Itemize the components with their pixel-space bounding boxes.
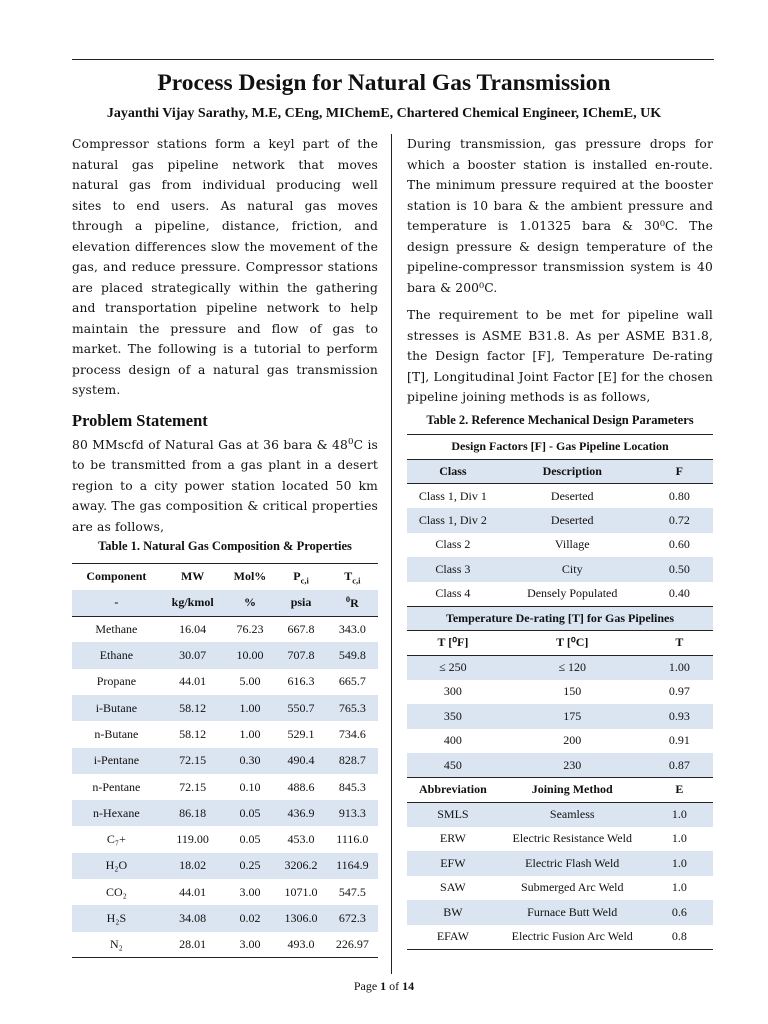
cell: 0.6 [671, 904, 687, 919]
cell: 72.15 [179, 753, 207, 768]
problem-text-2: C is to be transmitted from a gas plant in a desert region to a city power station located 50 km away. The gas composition & critical properties are as follows, [72, 437, 378, 534]
cell: 175 [563, 708, 582, 723]
cell: 0.30 [239, 753, 261, 768]
table-row [72, 721, 378, 747]
cell: 1071.0 [284, 884, 318, 899]
header-e: E [675, 782, 684, 797]
cell: Electric Fusion Arc Weld [511, 929, 633, 943]
table-row [407, 533, 713, 558]
cell: SMLS [437, 807, 469, 821]
cell: 16.04 [179, 621, 207, 636]
cell: 300 [443, 684, 462, 699]
table-row [72, 616, 378, 642]
table-row [407, 729, 713, 754]
cell: Submerged Arc Weld [520, 880, 624, 895]
table-row [72, 905, 378, 931]
cell: 18.02 [179, 858, 207, 873]
page-number: 1 [380, 979, 387, 993]
cell: 1.0 [671, 807, 687, 821]
cell: i-Butane [95, 700, 138, 715]
table-row [72, 853, 378, 879]
cell: 44.01 [179, 674, 207, 689]
cell: Electric Flash Weld [525, 855, 620, 870]
header-t: T [675, 635, 684, 650]
cell: 453.0 [287, 832, 315, 847]
derating-title-row [407, 606, 713, 631]
table1-units-row [72, 590, 378, 616]
cell: 672.3 [338, 911, 366, 925]
cell: 0.97 [668, 684, 690, 699]
joint-header-row [407, 778, 713, 803]
table-row [72, 932, 378, 958]
table-row [407, 680, 713, 705]
cell: n-Hexane [93, 805, 140, 820]
cell: Ethane [99, 648, 134, 663]
header-mw: MW [180, 569, 205, 584]
cell: 3.00 [239, 937, 261, 952]
cell: ≤ 250 [439, 660, 467, 674]
cell: 845.3 [338, 779, 366, 794]
cell: 490.4 [287, 753, 315, 768]
cell: BW [443, 904, 463, 919]
cell: Seamless [549, 807, 595, 821]
left-column [72, 134, 378, 537]
cell: Class 2 [435, 537, 471, 552]
header-f: F [675, 463, 683, 478]
problem-statement-paragraph [72, 432, 378, 538]
cell: H₂S [106, 911, 127, 925]
table-row [407, 925, 713, 950]
header-pc-label: P [293, 568, 301, 583]
page-total: 14 [402, 979, 415, 993]
cell: EFW [440, 855, 466, 870]
cell: C₇+ [106, 832, 126, 847]
cell: N₂ [109, 937, 123, 952]
table-row [407, 802, 713, 827]
cell: 3.00 [239, 884, 261, 899]
table-row [407, 900, 713, 925]
table-row [72, 826, 378, 852]
cell: Electric Resistance Weld [512, 831, 632, 846]
table-row [407, 557, 713, 582]
column-divider [391, 134, 392, 974]
cell: Propane [96, 674, 137, 689]
cell: 1.00 [239, 726, 261, 741]
mechanical-design-table [407, 434, 713, 950]
cell: Densely Populated [527, 586, 618, 600]
requirement-paragraph: The requirement to be met for pipeline wall stresses is ASME B31.8. As per ASME B31.8, the Design factor [F], Temperature De-rating [T], Longitudinal Joint Factor [E] for the chosen pipeline joining methods is as follows, [407, 308, 713, 404]
cell: EFAW [436, 929, 469, 943]
cell: Class 1, Div 1 [418, 488, 487, 503]
cell: 1.0 [671, 831, 687, 846]
author-line: Jayanthi Vijay Sarathy, M.E, CEng, MIChemE, Chartered Chemical Engineer, IChemE, UK [106, 106, 662, 121]
header-joining-method: Joining Method [531, 782, 613, 797]
intro-paragraph: Compressor stations form a keyl part of the natural gas pipeline network that moves natural gas from individual producing well sites to end users. As natural gas moves through a pipeline, distance, friction, and elevation differences slow the movement of the gas, and reduce pressure. Compressor stations are placed strategically within the gathering and transportation pipeline network to help maintain the pressure and flow of gas to market. The following is a tutorial to perform process design of a natural gas transmission system. [72, 137, 378, 397]
header-temp-c: T [⁰C] [556, 635, 589, 650]
cell: 765.3 [338, 700, 366, 715]
cell: 0.02 [239, 911, 261, 925]
header-description: Description [542, 463, 602, 478]
top-rule [72, 59, 714, 60]
cell: 488.6 [287, 779, 315, 794]
cell: 230 [563, 757, 582, 772]
header-tc-label: T [344, 568, 353, 583]
design-factor-header-row [407, 459, 713, 484]
table-row [407, 827, 713, 852]
cell: 1.00 [239, 700, 261, 715]
header-component: Component [86, 569, 147, 584]
cell: 226.97 [335, 937, 369, 952]
cell: 707.8 [287, 648, 315, 663]
cell: 0.50 [668, 561, 690, 576]
unit-tc-label: R [350, 595, 359, 610]
cell: 1.0 [671, 855, 687, 870]
table-row [72, 879, 378, 905]
table1-block [72, 539, 378, 958]
unit-pc: psia [290, 595, 312, 610]
cell: 549.8 [338, 648, 366, 663]
cell: 1306.0 [284, 911, 318, 925]
page-prefix: Page [353, 979, 381, 993]
cell: Deserted [550, 512, 594, 527]
design-factor-title: Design Factors [F] - Gas Pipeline Location [451, 439, 669, 454]
cell: 1.0 [671, 880, 687, 895]
table-row [407, 655, 713, 680]
cell: 547.5 [338, 884, 366, 899]
design-factor-title-row [407, 435, 713, 460]
cell: 665.7 [338, 674, 366, 689]
table2-caption: Table 2. Reference Mechanical Design Parameters [426, 413, 694, 427]
header-pc-sub: c,i [300, 576, 309, 586]
table-row [407, 876, 713, 901]
cell: CO₂ [105, 884, 127, 899]
document-title: Process Design for Natural Gas Transmission [157, 70, 611, 96]
cell: 58.12 [179, 700, 207, 715]
cell: 616.3 [287, 674, 315, 689]
cell: Class 3 [435, 561, 471, 576]
cell: 529.1 [287, 726, 315, 741]
table-row [407, 582, 713, 607]
cell: Furnace Butt Weld [527, 904, 618, 919]
table1-caption: Table 1. Natural Gas Composition & Properties [98, 539, 352, 553]
cell: 0.10 [239, 779, 261, 794]
cell: 913.3 [338, 805, 366, 820]
problem-statement-heading: Problem Statement [72, 410, 208, 430]
composition-table [72, 563, 378, 958]
unit-component: - [114, 595, 119, 610]
table-row [72, 642, 378, 668]
table2-block [407, 413, 713, 950]
cell: 0.8 [671, 929, 687, 943]
cell: Village [554, 537, 590, 552]
cell: 72.15 [179, 779, 207, 794]
cell: 0.60 [668, 537, 690, 552]
cell: 0.25 [239, 858, 261, 873]
cell: 0.80 [668, 488, 690, 503]
table-row [72, 669, 378, 695]
cell: 3206.2 [284, 858, 318, 873]
cell: H₂O [105, 858, 128, 873]
header-class: Class [439, 463, 467, 478]
table-row [407, 704, 713, 729]
cell: 350 [443, 708, 462, 723]
cell: Deserted [550, 488, 594, 503]
cell: ≤ 120 [558, 660, 587, 674]
cell: 0.87 [668, 757, 690, 772]
cell: 667.8 [287, 621, 315, 636]
cell: Methane [95, 621, 138, 636]
cell: n-Butane [94, 726, 139, 741]
unit-mw: kg/kmol [171, 595, 214, 610]
problem-superscript: 0 [347, 436, 354, 447]
cell: City [561, 561, 583, 576]
derating-header-row [407, 631, 713, 656]
cell: 0.05 [239, 832, 261, 847]
table-row [72, 800, 378, 826]
header-tc [327, 564, 378, 590]
table-row [407, 851, 713, 876]
cell: 828.7 [338, 753, 366, 768]
cell: 343.0 [338, 621, 366, 636]
cell: 200 [563, 733, 582, 748]
cell: Class 1, Div 2 [418, 512, 487, 527]
table-row [72, 748, 378, 774]
header-abbreviation: Abbreviation [419, 782, 487, 797]
right-column [407, 134, 713, 408]
cell: n-Pentane [92, 779, 141, 794]
cell: 1.00 [668, 660, 690, 674]
cell: 10.00 [236, 648, 264, 663]
cell: 493.0 [287, 937, 315, 952]
cell: 76.23 [236, 621, 264, 636]
cell: 58.12 [179, 726, 207, 741]
cell: 1164.9 [336, 858, 369, 873]
cell: 0.05 [239, 805, 261, 820]
table1-header-row [72, 564, 378, 590]
page-footer [0, 979, 768, 994]
cell: 44.01 [179, 884, 207, 899]
cell: 119.00 [176, 832, 209, 847]
transmission-paragraph: During transmission, gas pressure drops for which a booster station is installed en-route. The minimum pressure required at the booster station is 10 bara & the ambient pressure and temperature is 1.01325 bara & 30⁰C. The design pressure & design temperature of the pipeline-compressor transmission system is 40 bara & 200⁰C. [407, 137, 713, 295]
cell: 734.6 [338, 726, 366, 741]
header-mol: Mol% [233, 569, 267, 584]
cell: Class 4 [435, 586, 471, 600]
cell: 0.91 [668, 733, 690, 748]
table-row [407, 508, 713, 533]
cell: 28.01 [179, 937, 207, 952]
header-temp-f: T [⁰F] [437, 635, 469, 650]
cell: i-Pentane [93, 753, 140, 768]
derating-title: Temperature De-rating [T] for Gas Pipelines [445, 610, 675, 625]
table-row [72, 695, 378, 721]
page-of: of [386, 979, 403, 993]
cell: 550.7 [287, 700, 315, 715]
cell: 5.00 [239, 674, 261, 689]
cell: 0.40 [668, 586, 690, 600]
cell: 1116.0 [336, 832, 369, 847]
unit-mol: % [243, 595, 256, 610]
cell: 34.08 [179, 911, 207, 925]
cell: SAW [440, 880, 466, 895]
cell: 436.9 [287, 805, 315, 820]
cell: 0.72 [668, 512, 690, 527]
table-row [407, 484, 713, 509]
cell: 0.93 [668, 708, 690, 723]
cell: 150 [563, 684, 582, 699]
cell: 450 [443, 757, 462, 772]
cell: 86.18 [179, 805, 207, 820]
header-pc [275, 564, 326, 590]
cell: 400 [443, 733, 462, 748]
unit-tc-sup: 0 [345, 594, 351, 604]
unit-tc [327, 590, 378, 616]
cell: 30.07 [179, 648, 207, 663]
table-row [407, 753, 713, 778]
cell: ERW [439, 831, 466, 846]
table-row [72, 774, 378, 800]
problem-text-1: 80 MMscfd of Natural Gas at 36 bara & 48 [72, 437, 348, 452]
header-tc-sub: c,i [352, 576, 361, 586]
